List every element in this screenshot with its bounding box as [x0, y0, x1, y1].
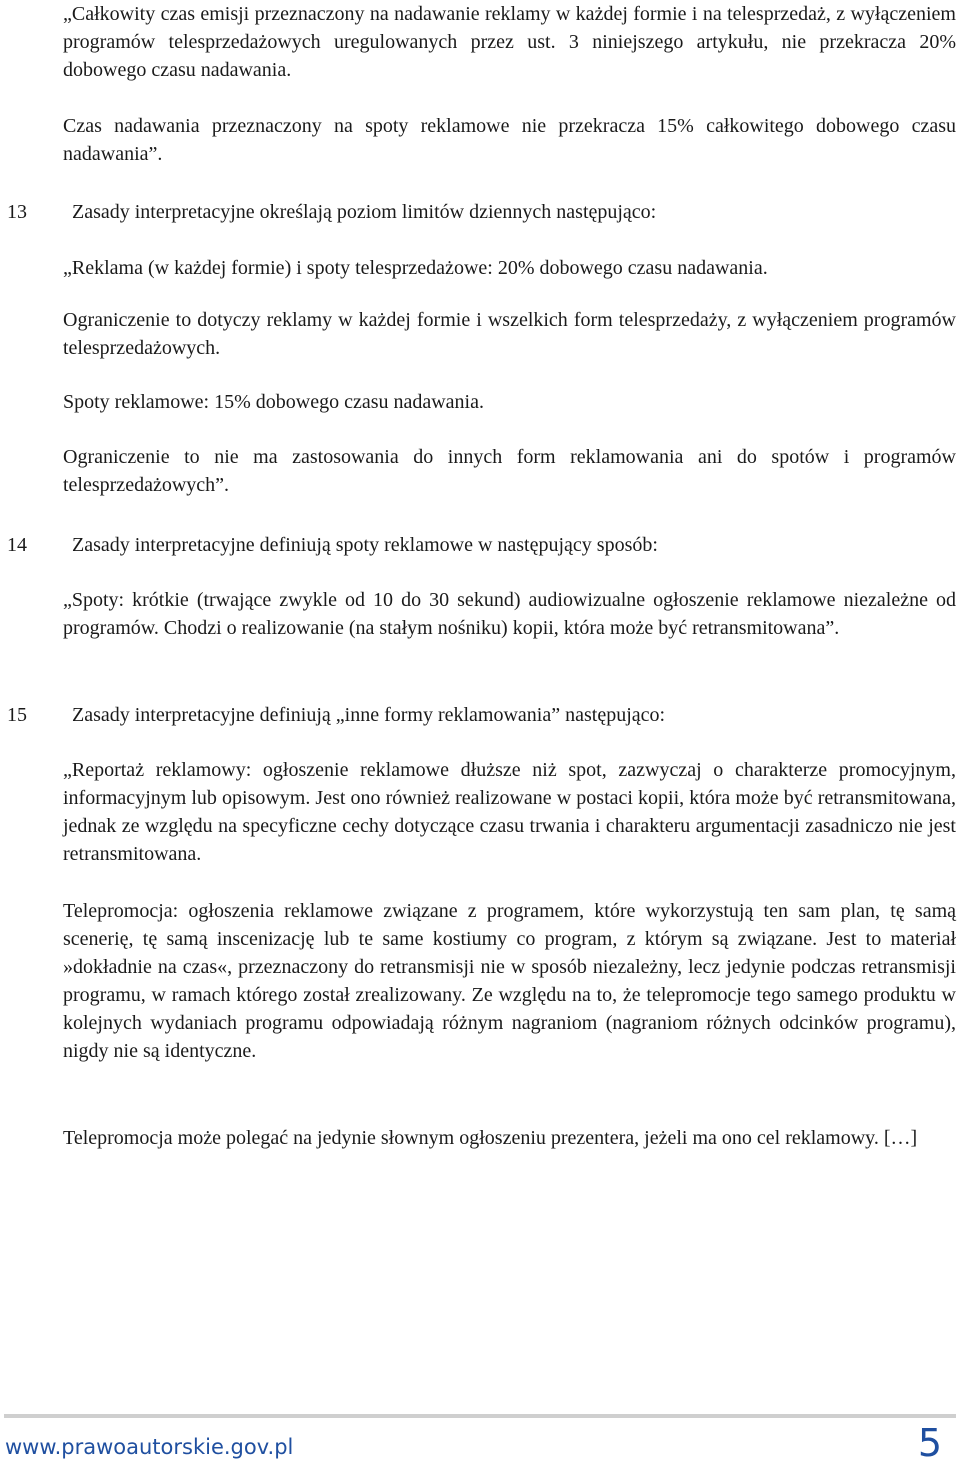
footnote-number-14: 14	[7, 534, 27, 556]
paragraph-spot-limit: Czas nadawania przeznaczony na spoty reklamowe nie przekracza 15% całkowitego dobowego czasu nadawania”.	[63, 115, 956, 165]
footnote-13-paragraph-4: Ograniczenie to nie ma zastosowania do innych form reklamowania ani do spotów i programów telesprzedażowych”.	[63, 446, 956, 496]
footnote-13-heading: Zasady interpretacyjne określają poziom limitów dziennych następująco:	[72, 201, 657, 223]
footnote-14-heading: Zasady interpretacyjne definiują spoty reklamowe w następujący sposób:	[72, 534, 658, 556]
footnote-15-heading: Zasady interpretacyjne definiują „inne formy reklamowania” następująco:	[72, 704, 666, 726]
footnote-14-paragraph-1: „Spoty: krótkie (trwające zwykle od 10 do 30 sekund) audiowizualne ogłoszenie reklamowe niezależne od programów. Chodzi o realizowanie (na stałym nośniku) kopii, która może być retransmitowana”.	[63, 589, 956, 639]
page-number: 5	[917, 1421, 942, 1465]
footer-divider	[4, 1414, 956, 1418]
footnote-13-paragraph-2: Ograniczenie to dotyczy reklamy w każdej formie i wszelkich form telesprzedaży, z wyłączeniem programów telesprzedażowych.	[63, 309, 956, 359]
footnote-15-paragraph-3: Telepromocja może polegać na jedynie słownym ogłoszeniu prezentera, jeżeli ma ono cel reklamowy. […]	[63, 1127, 918, 1149]
footnote-15-paragraph-1: „Reportaż reklamowy: ogłoszenie reklamowe dłuższe niż spot, zazwyczaj o charakterze promocyjnym, informacyjnym lub opisowym. Jest ono również realizowane w postaci kopii, która może być retransmitowana, jednak ze względu na specyficzne cechy dotyczące czasu trwania i charakteru argumentacji zasadniczo nie jest retransmitowana.	[63, 759, 956, 865]
paragraph-intro-quote: „Całkowity czas emisji przeznaczony na nadawanie reklamy w każdej formie i na telesprzedaż, z wyłączeniem programów telesprzedażowych uregulowanych przez ust. 3 niniejszego artykułu, nie przekracza 20% dobowego czasu nadawania.	[63, 3, 956, 81]
footnote-13-paragraph-1: „Reklama (w każdej formie) i spoty telesprzedażowe: 20% dobowego czasu nadawania.	[63, 257, 768, 279]
footer-website-link[interactable]: www.prawoautorskie.gov.pl	[5, 1435, 294, 1459]
footnote-number-13: 13	[7, 201, 27, 223]
footnote-number-15: 15	[7, 704, 27, 726]
footnote-15-paragraph-2: Telepromocja: ogłoszenia reklamowe związane z programem, które wykorzystują ten sam plan, tę samą scenerię, tę samą inscenizację lub te same kostiumy co program, z którym są związane. Jest to materiał »dokładnie na czas«, przeznaczony do retransmisji nie w sposób niezależny, lecz jedynie podczas retransmisji programu, w ramach którego został zrealizowany. Ze względu na to, że telepromocje tego samego produktu w kolejnych wydaniach programu odpowiadają różnym nagraniom (nagraniom różnych odcinków programu), nigdy nie są identyczne.	[63, 900, 956, 1062]
footnote-13-paragraph-3: Spoty reklamowe: 15% dobowego czasu nadawania.	[63, 391, 484, 413]
